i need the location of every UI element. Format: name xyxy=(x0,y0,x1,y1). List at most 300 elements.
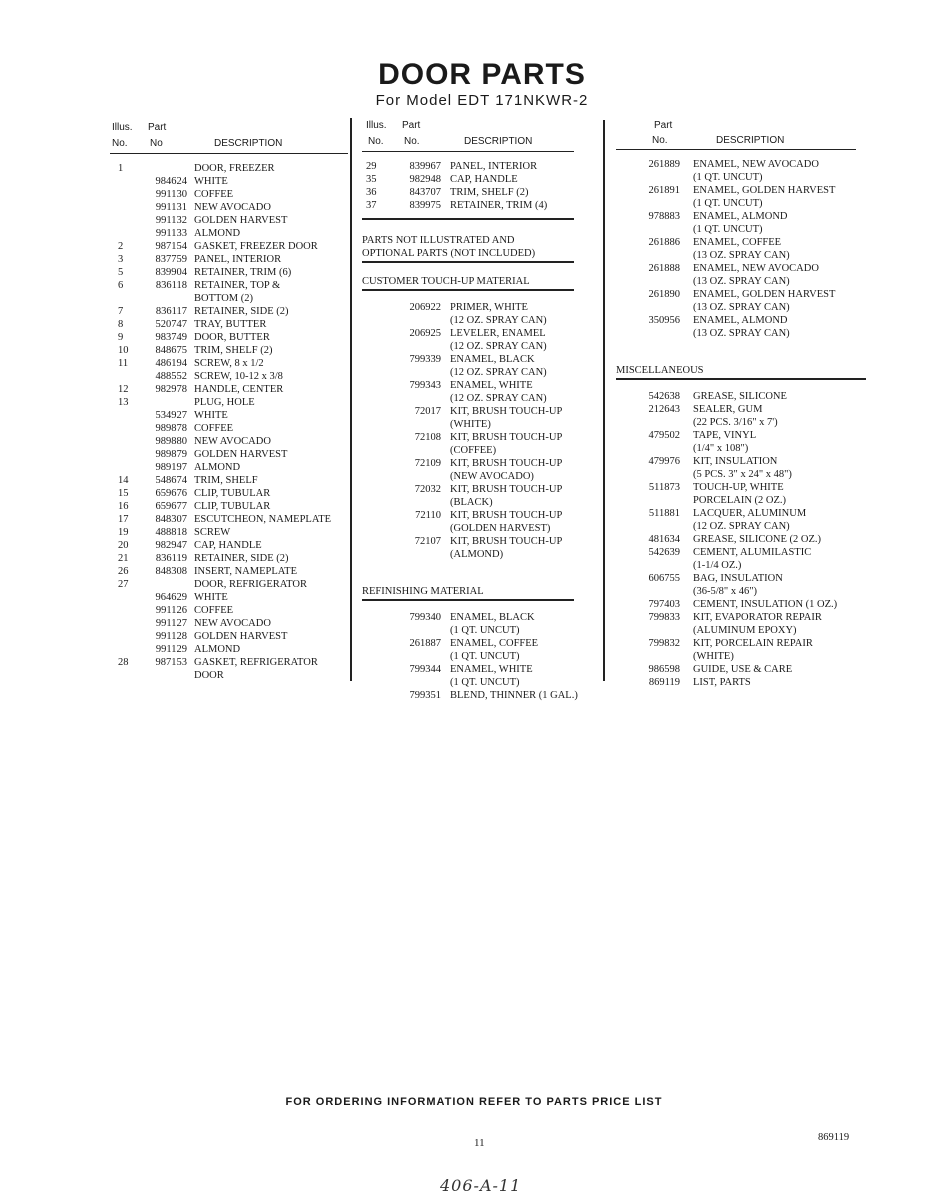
table-row xyxy=(110,266,348,279)
table-row xyxy=(616,455,866,468)
illus-number xyxy=(362,689,386,702)
part-number: 848308 xyxy=(155,566,187,577)
part-description: HANDLE, CENTER xyxy=(194,384,284,395)
part-description: RETAINER, TRIM (4) xyxy=(450,200,548,211)
part-number: 72110 xyxy=(415,510,441,521)
illus-number xyxy=(362,509,386,522)
part-number: 799344 xyxy=(409,664,441,675)
part-description: (12 OZ. SPRAY CAN) xyxy=(450,367,547,378)
part-number xyxy=(386,548,441,561)
table-row xyxy=(616,611,866,624)
part-number: 836117 xyxy=(155,306,187,317)
part-number: 548674 xyxy=(155,475,187,486)
part-number xyxy=(140,292,187,305)
table-row xyxy=(362,496,574,509)
part-number xyxy=(386,340,441,353)
part-description: DOOR, FREEZER xyxy=(194,163,275,174)
part-number: 72108 xyxy=(414,432,441,443)
part-number: 206925 xyxy=(409,328,441,339)
illus-number: 2 xyxy=(118,241,124,252)
part-description: (12 OZ. SPRAY CAN) xyxy=(450,315,547,326)
part-description: PRIMER, WHITE xyxy=(450,302,528,313)
part-description: KIT, BRUSH TOUCH-UP xyxy=(450,484,563,495)
document-number: 869119 xyxy=(818,1132,850,1143)
part-header: Part xyxy=(148,122,167,133)
table-row xyxy=(616,533,866,546)
table-row xyxy=(110,162,348,175)
table-row xyxy=(362,663,574,676)
part-description: (BLACK) xyxy=(450,497,493,508)
part-number: 848307 xyxy=(155,514,187,525)
part-description: ESCUTCHEON, NAMEPLATE xyxy=(194,514,332,525)
table-row xyxy=(616,624,866,637)
table-row xyxy=(616,236,866,249)
part-number xyxy=(386,650,441,663)
part-number: 982947 xyxy=(155,540,187,551)
table-row xyxy=(616,559,866,572)
page-title: DOOR PARTS xyxy=(378,58,586,91)
table-row xyxy=(110,591,348,604)
part-number xyxy=(386,444,441,457)
part-number xyxy=(386,496,441,509)
illus-number: 19 xyxy=(118,527,129,538)
illus-number: 20 xyxy=(118,540,129,551)
part-description: RETAINER, SIDE (2) xyxy=(194,553,289,564)
table-row xyxy=(362,418,574,431)
table-row xyxy=(362,379,574,392)
table-row xyxy=(616,184,866,197)
part-number: 989880 xyxy=(155,436,187,447)
column-header xyxy=(616,115,856,150)
part-description: (13 OZ. SPRAY CAN) xyxy=(693,276,790,287)
table-row xyxy=(110,539,348,552)
part-description: SCREW, 10-12 x 3/8 xyxy=(194,371,283,382)
part-description: DOOR, BUTTER xyxy=(194,332,270,343)
illus-number xyxy=(110,461,140,474)
table-row xyxy=(362,199,574,212)
part-number xyxy=(616,301,680,314)
part-number: 261887 xyxy=(409,638,441,649)
table-row xyxy=(362,392,574,405)
part-description: CAP, HANDLE xyxy=(194,540,262,551)
part-description: RETAINER, TRIM (6) xyxy=(194,267,292,278)
table-row xyxy=(110,552,348,565)
part-number: 72107 xyxy=(414,536,441,547)
part-number xyxy=(140,396,187,409)
illus-number: 11 xyxy=(118,358,129,369)
part-description: (NEW AVOCADO) xyxy=(450,471,534,482)
illus-number xyxy=(362,611,386,624)
table-row xyxy=(362,353,574,366)
part-number xyxy=(616,559,680,572)
illus-number xyxy=(110,435,140,448)
part-description: SCREW, 8 x 1/2 xyxy=(194,358,264,369)
part-description: ENAMEL, NEW AVOCADO xyxy=(693,159,819,170)
part-description: COFFEE xyxy=(194,423,234,434)
illus-number: 26 xyxy=(118,566,129,577)
illus-number xyxy=(110,617,140,630)
model-subtitle: For Model EDT 171NKWR-2 xyxy=(375,92,589,109)
part-description: ALMOND xyxy=(194,462,241,473)
description-header: DESCRIPTION xyxy=(214,138,283,149)
table-row xyxy=(110,279,348,292)
part-number: 72032 xyxy=(414,484,441,495)
illus-number: 15 xyxy=(118,488,129,499)
part-description: NEW AVOCADO xyxy=(194,618,271,629)
part-number: 350956 xyxy=(648,315,680,326)
table-row xyxy=(616,223,866,236)
part-number xyxy=(616,494,680,507)
illus-number: 3 xyxy=(118,254,124,265)
part-number: 799832 xyxy=(648,638,680,649)
table-row xyxy=(616,390,866,403)
part-description: (13 OZ. SPRAY CAN) xyxy=(693,328,790,339)
part-number xyxy=(616,171,680,184)
part-number: 534927 xyxy=(155,410,187,421)
table-row xyxy=(616,210,866,223)
illus-number xyxy=(110,227,140,240)
table-row xyxy=(616,249,866,262)
part-number: 843707 xyxy=(409,187,441,198)
table-row xyxy=(616,572,866,585)
part-description: TOUCH-UP, WHITE xyxy=(693,482,784,493)
table-row xyxy=(110,383,348,396)
table-row xyxy=(110,227,348,240)
part-number xyxy=(616,275,680,288)
illus-number xyxy=(110,292,140,305)
part-description: ENAMEL, WHITE xyxy=(450,380,533,391)
part-description: (1-1/4 OZ.) xyxy=(693,560,742,571)
part-number: 839967 xyxy=(409,161,441,172)
part-number: 984624 xyxy=(155,176,187,187)
table-row xyxy=(110,604,348,617)
part-number: 991132 xyxy=(155,215,187,226)
table-row xyxy=(616,663,866,676)
part-number xyxy=(616,249,680,262)
illus-number xyxy=(362,314,386,327)
part-number xyxy=(386,522,441,535)
table-row xyxy=(362,650,574,663)
part-number: 72017 xyxy=(414,406,441,417)
page-number: 11 xyxy=(474,1137,485,1149)
table-row xyxy=(110,188,348,201)
illus-number xyxy=(362,496,386,509)
table-row xyxy=(362,186,574,199)
part-description: GUIDE, USE & CARE xyxy=(693,664,793,675)
part-number: 839904 xyxy=(155,267,187,278)
illus-number xyxy=(362,663,386,676)
illus-number: 12 xyxy=(118,384,129,395)
part-no-header: No xyxy=(150,138,163,149)
section-heading: REFINISHING MATERIAL xyxy=(362,585,574,601)
column-header xyxy=(110,115,348,154)
illus-number: 35 xyxy=(366,174,377,185)
part-description: ALMOND xyxy=(194,644,241,655)
illus-number xyxy=(362,548,386,561)
illus-number xyxy=(110,643,140,656)
part-number: 986598 xyxy=(648,664,680,675)
part-number: 839975 xyxy=(409,200,441,211)
part-number: 486194 xyxy=(155,358,187,369)
table-row xyxy=(362,301,574,314)
table-row xyxy=(362,340,574,353)
part-number: 982948 xyxy=(409,174,441,185)
illus-number xyxy=(110,669,140,682)
part-description: LEVELER, ENAMEL xyxy=(450,328,546,339)
part-description: KIT, BRUSH TOUCH-UP xyxy=(450,510,563,521)
part-description: (1 QT. UNCUT) xyxy=(450,625,520,636)
table-row xyxy=(110,344,348,357)
table-row xyxy=(362,431,574,444)
part-number: 479502 xyxy=(648,430,680,441)
part-number: 542639 xyxy=(648,547,680,558)
table-row xyxy=(110,422,348,435)
part-description: ENAMEL, ALMOND xyxy=(693,211,788,222)
table-row xyxy=(110,240,348,253)
illus-number: 10 xyxy=(118,345,129,356)
illus-number xyxy=(110,214,140,227)
part-number xyxy=(616,520,680,533)
part-description: ENAMEL, GOLDEN HARVEST xyxy=(693,289,836,300)
illus-number: 29 xyxy=(366,161,377,172)
part-description: KIT, EVAPORATOR REPAIR xyxy=(693,612,822,623)
table-row xyxy=(110,578,348,591)
part-description: PANEL, INTERIOR xyxy=(194,254,282,265)
part-description: GREASE, SILICONE xyxy=(693,391,787,402)
part-number: 481634 xyxy=(648,534,680,545)
table-row xyxy=(616,481,866,494)
part-description: KIT, BRUSH TOUCH-UP xyxy=(450,536,563,547)
table-row xyxy=(616,468,866,481)
illus-number xyxy=(110,188,140,201)
part-description: DOOR xyxy=(194,670,224,681)
table-row xyxy=(362,314,574,327)
section-heading: OPTIONAL PARTS (NOT INCLUDED) xyxy=(362,247,574,263)
part-description: KIT, PORCELAIN REPAIR xyxy=(693,638,813,649)
part-description: GREASE, SILICONE (2 OZ.) xyxy=(693,534,822,545)
table-row xyxy=(616,546,866,559)
part-number: 987153 xyxy=(155,657,187,668)
illus-number: 6 xyxy=(118,280,124,291)
part-description: PLUG, HOLE xyxy=(194,397,255,408)
table-row xyxy=(110,253,348,266)
table-row xyxy=(362,509,574,522)
table-row xyxy=(110,370,348,383)
illus-number xyxy=(362,522,386,535)
part-number: 212643 xyxy=(648,404,680,415)
part-number: 799343 xyxy=(409,380,441,391)
illus-number xyxy=(110,409,140,422)
table-row xyxy=(616,585,866,598)
table-row xyxy=(110,656,348,669)
parts-column-3 xyxy=(616,115,866,689)
table-row xyxy=(362,160,574,173)
part-description: COFFEE xyxy=(194,189,234,200)
table-row xyxy=(616,416,866,429)
part-number xyxy=(616,223,680,236)
part-description: NEW AVOCADO xyxy=(194,202,271,213)
part-description: ENAMEL, COFFEE xyxy=(450,638,539,649)
illus-number: 13 xyxy=(118,397,129,408)
column-divider xyxy=(350,118,352,681)
part-number: 488552 xyxy=(155,371,187,382)
part-description: ENAMEL, ALMOND xyxy=(693,315,788,326)
illus-number xyxy=(362,392,386,405)
part-number: 511881 xyxy=(648,508,680,519)
illus-number: 1 xyxy=(118,163,124,174)
illus-number xyxy=(110,591,140,604)
part-description: WHITE xyxy=(194,410,228,421)
part-number: 836119 xyxy=(155,553,187,564)
illus-header: Illus. xyxy=(112,122,133,133)
part-description: GOLDEN HARVEST xyxy=(194,215,288,226)
table-row xyxy=(616,507,866,520)
part-description: TAPE, VINYL xyxy=(693,430,757,441)
table-row xyxy=(110,357,348,370)
illus-number: 36 xyxy=(366,187,377,198)
table-row xyxy=(362,535,574,548)
part-number: 991130 xyxy=(155,189,187,200)
table-row xyxy=(110,214,348,227)
part-description: RETAINER, SIDE (2) xyxy=(194,306,289,317)
part-description: (22 PCS. 3/16" x 7') xyxy=(693,417,778,428)
part-number: 797403 xyxy=(648,599,680,610)
part-description: (12 OZ. SPRAY CAN) xyxy=(693,521,790,532)
part-number: 989197 xyxy=(155,462,187,473)
table-row xyxy=(616,650,866,663)
part-number: 987154 xyxy=(155,241,187,252)
part-number: 869119 xyxy=(648,677,680,688)
part-description: LACQUER, ALUMINUM xyxy=(693,508,807,519)
part-number: 261889 xyxy=(648,159,680,170)
illus-number xyxy=(110,201,140,214)
part-description: ENAMEL, NEW AVOCADO xyxy=(693,263,819,274)
part-number: 261886 xyxy=(648,237,680,248)
part-description: (5 PCS. 3" x 24" x 48") xyxy=(693,469,792,480)
part-number: 799833 xyxy=(648,612,680,623)
section-heading: MISCELLANEOUS xyxy=(616,364,866,380)
table-row xyxy=(616,442,866,455)
part-number: 799339 xyxy=(409,354,441,365)
part-number: 72109 xyxy=(414,458,441,469)
part-number xyxy=(140,162,187,175)
part-number: 261891 xyxy=(648,185,680,196)
illus-number: 17 xyxy=(118,514,129,525)
ordering-footer: FOR ORDERING INFORMATION REFER TO PARTS PRICE LIST xyxy=(285,1096,663,1108)
part-description: (1 QT. UNCUT) xyxy=(693,224,763,235)
part-description: (COFFEE) xyxy=(450,445,497,456)
illus-number: 9 xyxy=(118,332,124,343)
part-number xyxy=(386,624,441,637)
part-number xyxy=(616,585,680,598)
illus-number xyxy=(362,418,386,431)
part-no-header: No. xyxy=(652,135,668,146)
part-number xyxy=(616,442,680,455)
part-description: CLIP, TUBULAR xyxy=(194,488,271,499)
table-row xyxy=(362,327,574,340)
part-description: PORCELAIN (2 OZ.) xyxy=(693,495,787,506)
table-row xyxy=(362,676,574,689)
part-description: ALMOND xyxy=(194,228,241,239)
table-row xyxy=(110,396,348,409)
part-number: 511873 xyxy=(648,482,680,493)
part-number: 982978 xyxy=(155,384,187,395)
part-number xyxy=(386,676,441,689)
part-description: SEALER, GUM xyxy=(693,404,763,415)
table-row xyxy=(110,448,348,461)
illus-number xyxy=(362,483,386,496)
part-description: CEMENT, INSULATION (1 OZ.) xyxy=(693,599,838,610)
part-number: 983749 xyxy=(155,332,187,343)
part-number xyxy=(616,416,680,429)
illus-number: 21 xyxy=(118,553,129,564)
illus-number xyxy=(362,637,386,650)
table-row xyxy=(110,435,348,448)
part-number: 991126 xyxy=(155,605,187,616)
part-description: TRIM, SHELF (2) xyxy=(450,187,529,198)
table-row xyxy=(616,403,866,416)
part-number: 659676 xyxy=(155,488,187,499)
table-row xyxy=(616,262,866,275)
table-row xyxy=(110,292,348,305)
part-description: ENAMEL, COFFEE xyxy=(693,237,782,248)
table-row xyxy=(110,630,348,643)
table-row xyxy=(362,444,574,457)
part-number: 659677 xyxy=(155,501,187,512)
illus-number xyxy=(110,630,140,643)
illus-number xyxy=(362,353,386,366)
part-description: BLEND, THINNER (1 GAL.) xyxy=(450,690,578,701)
part-description: SCREW xyxy=(194,527,231,538)
illus-number: 16 xyxy=(118,501,129,512)
part-description: TRAY, BUTTER xyxy=(194,319,267,330)
parts-column-1 xyxy=(110,115,348,682)
part-number xyxy=(140,669,187,682)
illus-number xyxy=(362,444,386,457)
table-row xyxy=(362,689,578,702)
table-row xyxy=(110,669,348,682)
handwritten-note: 406-A-11 xyxy=(440,1176,522,1195)
illus-number xyxy=(110,175,140,188)
table-row xyxy=(110,175,348,188)
part-number xyxy=(616,624,680,637)
part-number xyxy=(140,578,187,591)
part-number: 261888 xyxy=(648,263,680,274)
parts-column-2 xyxy=(362,115,578,702)
part-description: CLIP, TUBULAR xyxy=(194,501,271,512)
table-row xyxy=(616,520,866,533)
part-description: (1 QT. UNCUT) xyxy=(693,198,763,209)
part-description: INSERT, NAMEPLATE xyxy=(194,566,298,577)
part-description: CEMENT, ALUMILASTIC xyxy=(693,547,812,558)
table-row xyxy=(616,429,866,442)
part-number: 488818 xyxy=(155,527,187,538)
illus-number xyxy=(110,370,140,383)
part-header: Part xyxy=(402,120,421,131)
table-row xyxy=(110,474,348,487)
part-number: 479976 xyxy=(648,456,680,467)
part-description: TRIM, SHELF xyxy=(194,475,258,486)
part-no-header: No. xyxy=(404,136,420,147)
part-number: 799351 xyxy=(409,690,441,701)
part-description: GOLDEN HARVEST xyxy=(194,631,288,642)
table-row xyxy=(616,275,866,288)
part-description: (1 QT. UNCUT) xyxy=(450,677,520,688)
part-description: KIT, BRUSH TOUCH-UP xyxy=(450,432,563,443)
table-row xyxy=(616,288,866,301)
table-row xyxy=(616,197,866,210)
part-description: (1/4" x 108") xyxy=(693,443,749,454)
